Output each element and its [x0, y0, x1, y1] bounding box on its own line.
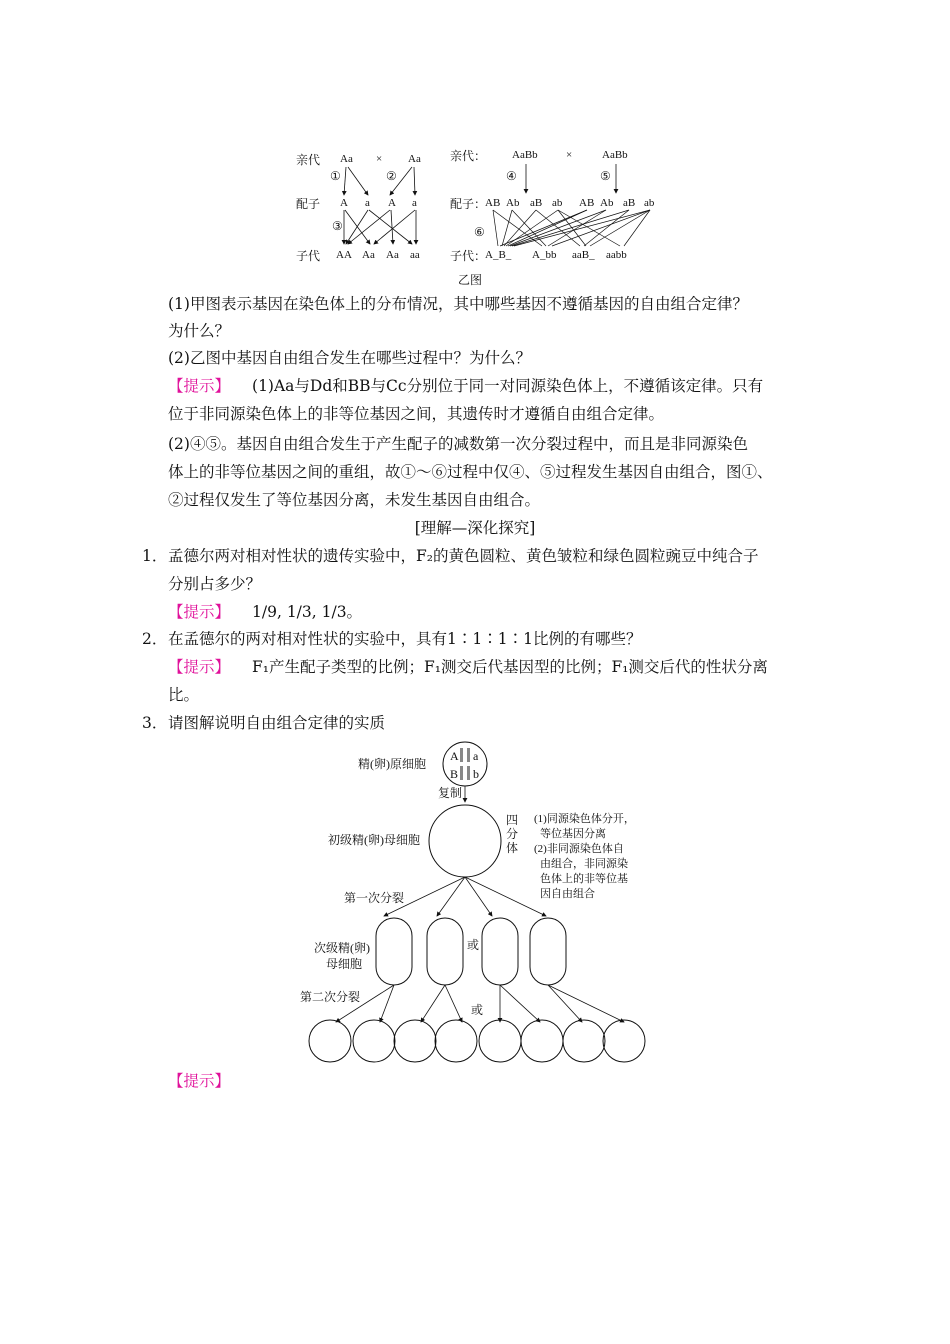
- right-parent1: AaBb: [512, 149, 538, 161]
- gamete-cell: [603, 1020, 645, 1062]
- right-gamete-label: 配子：: [450, 197, 487, 211]
- hint-label: 【提示】: [168, 658, 231, 676]
- secondary-cell: [427, 918, 463, 985]
- right-offspring: aaB_: [572, 249, 595, 261]
- circled-5: ⑤: [600, 169, 611, 183]
- secondary-label: 母细胞: [326, 957, 363, 971]
- item-question: 在孟德尔的两对相对性状的实验中，具有1∶1∶1∶1比例的有哪些？: [168, 630, 642, 648]
- hint-label: 【提示】: [168, 377, 231, 395]
- gamete-cell: [353, 1020, 395, 1062]
- hint-label: 【提示】: [168, 603, 231, 621]
- left-parent2: Aa: [408, 153, 421, 165]
- right-gamete: ab: [552, 197, 563, 209]
- question-2: (2)乙图中基因自由组合发生在哪些过程中？为什么？: [168, 349, 531, 367]
- left-offspring: aa: [410, 249, 420, 261]
- left-gamete: a: [365, 197, 370, 209]
- answer-line: ②过程仅发生了等位基因分离，未发生基因自由组合。: [168, 491, 541, 509]
- primordial-label: 精(卵)原细胞: [358, 757, 426, 771]
- item-hint: [168, 653, 768, 681]
- note-line: 等位基因分离: [540, 828, 606, 840]
- primary-cell: [429, 805, 501, 877]
- item-number: 1．: [142, 547, 168, 565]
- chromosome: [467, 748, 470, 762]
- allele: b: [473, 767, 479, 781]
- secondary-cell: [482, 918, 518, 985]
- note-line: 由组合，非同源染: [540, 858, 628, 870]
- secondary-cell: [376, 918, 412, 985]
- tetrad-char: 体: [506, 841, 519, 855]
- question-1: (1)甲图表示基因在染色体上的分布情况，其中哪些基因不遵循基因的自由组合定律？: [168, 295, 748, 313]
- gamete-cell: [479, 1020, 521, 1062]
- gamete-cell: [394, 1020, 436, 1062]
- note-line: (2)非同源染色体自: [534, 843, 624, 855]
- secondary-label: 次级精(卵): [314, 941, 370, 955]
- right-gamete: ab: [644, 197, 655, 209]
- secondary-cell: [530, 918, 566, 985]
- right-offspring-arrows: [493, 210, 650, 246]
- first-division-arrows: [384, 877, 546, 916]
- question-1-cont: 为什么？: [168, 322, 231, 340]
- gamete-cell: [309, 1020, 351, 1062]
- left-gamete: A: [340, 197, 348, 209]
- left-gamete-label: 配子: [296, 197, 321, 211]
- hint-text: 1/9, 1/3, 1/3。: [252, 603, 363, 621]
- hint-text: F₁产生配子类型的比例；F₁测交后代基因型的比例；F₁测交后代的性状分离: [252, 658, 768, 676]
- gamete-cell: [563, 1020, 605, 1062]
- note-line: 因自由组合: [540, 888, 595, 900]
- right-gamete: aB: [530, 197, 543, 209]
- right-gamete: aB: [623, 197, 636, 209]
- right-cross: ×: [566, 149, 573, 161]
- note-line: (1)同源染色体分开，: [534, 813, 635, 825]
- item-number: 3．: [142, 714, 168, 732]
- item-question: 请图解说明自由组合定律的实质: [168, 714, 386, 732]
- right-offspring: A_B_: [485, 249, 512, 261]
- figure-caption: 乙图: [458, 273, 483, 287]
- left-offspring: Aa: [386, 249, 399, 261]
- second-division-label: 第二次分裂: [300, 990, 361, 1004]
- right-gamete: AB: [485, 197, 501, 209]
- or-label: 或: [471, 1003, 484, 1017]
- left-cross: ×: [376, 153, 383, 165]
- answer-line: 体上的非等位基因之间的重组，故①～⑥过程中仅④、⑤过程发生基因自由组合，图①、: [168, 463, 773, 481]
- left-offspring: Aa: [362, 249, 375, 261]
- circled-1: ①: [330, 169, 341, 183]
- allele: A: [450, 749, 459, 763]
- primary-label: 初级精(卵)母细胞: [328, 833, 420, 847]
- item-question: 孟德尔两对相对性状的遗传实验中，F₂的黄色圆粒、黄色皱粒和绿色圆粒豌豆中纯合子: [168, 547, 759, 565]
- left-gamete: A: [388, 197, 396, 209]
- answer-line: (2)④⑤。基因自由组合发生于产生配子的减数第一次分裂过程中，而且是非同源染色: [168, 435, 748, 453]
- left-parent1: Aa: [340, 153, 353, 165]
- circled-6: ⑥: [474, 225, 485, 239]
- left-parent-label: 亲代: [296, 153, 321, 167]
- item-question: 分别占多少？: [168, 575, 262, 593]
- circled-2: ②: [386, 169, 397, 183]
- gamete-cell: [435, 1020, 477, 1062]
- left-gamete-arrows: [344, 167, 415, 195]
- right-parent2: AaBb: [602, 149, 628, 161]
- allele: a: [473, 749, 479, 763]
- left-offspring-arrows: [344, 210, 416, 244]
- right-gamete: Ab: [600, 197, 614, 209]
- circled-3: ③: [332, 219, 343, 233]
- right-gamete: AB: [579, 197, 595, 209]
- circled-4: ④: [506, 169, 517, 183]
- left-offspring: AA: [336, 249, 352, 261]
- replicate-label: 复制: [438, 786, 463, 800]
- figure-yi: [290, 140, 670, 290]
- answer-text: (1)Aa与Dd和BB与Cc分别位于同一对同源染色体上，不遵循该定律。只有: [252, 377, 764, 395]
- item-hint-cont: 比。: [168, 686, 200, 704]
- first-division-label: 第一次分裂: [344, 891, 405, 905]
- figure-meiosis: [290, 738, 660, 1068]
- left-offspring-label: 子代: [296, 249, 321, 263]
- left-gamete: a: [412, 197, 417, 209]
- tetrad-char: 四: [506, 813, 519, 827]
- right-gamete: Ab: [506, 197, 520, 209]
- chromosome: [460, 766, 463, 780]
- right-parent-label: 亲代：: [450, 149, 487, 163]
- section-title: [理解—深化探究]: [414, 519, 536, 537]
- right-offspring-label: 子代：: [450, 249, 487, 263]
- chromosome: [460, 748, 463, 762]
- right-offspring: A_bb: [532, 249, 557, 261]
- tetrad-char: 分: [506, 827, 519, 841]
- chromosome: [467, 766, 470, 780]
- answer-line: 位于非同源染色体上的非等位基因之间，其遗传时才遵循自由组合定律。: [168, 405, 665, 423]
- right-offspring: aabb: [606, 249, 627, 261]
- note-line: 色体上的非等位基: [540, 873, 628, 885]
- answer-line: [168, 372, 763, 400]
- item-hint: [168, 598, 362, 626]
- gamete-cell: [521, 1020, 563, 1062]
- hint-label: 【提示】: [168, 1072, 231, 1090]
- or-label: 或: [467, 938, 480, 952]
- allele: B: [450, 767, 459, 781]
- item-number: 2．: [142, 630, 168, 648]
